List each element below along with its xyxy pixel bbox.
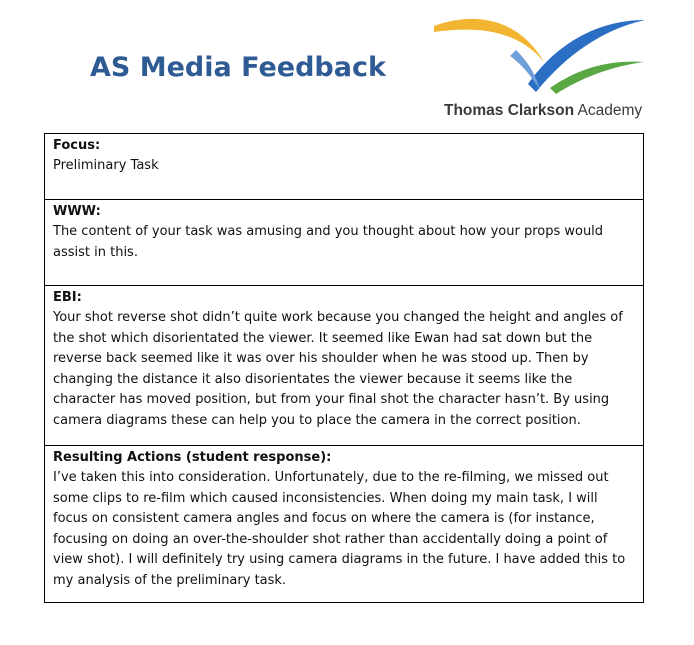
www-section xyxy=(45,199,643,285)
feedback-table xyxy=(44,133,644,603)
resulting-actions-section xyxy=(45,445,643,602)
logo-green-swoosh xyxy=(550,62,644,94)
ebi-label: EBI: xyxy=(53,290,82,305)
resulting-actions-label: Resulting Actions (student response): xyxy=(53,450,332,465)
ebi-text: Your shot reverse shot didn’t quite work because you changed the height and angles of the shot which disorientated the viewer. It seemed like Ewan had sat down but the reverse back seemed like it was over his shoulder when he was stood up. Then by changing the distance it also disorientates the viewer because it seems like the character has moved position, but from your final shot the character hasn’t. By using camera diagrams these can help you to place the camera in the correct position. xyxy=(53,310,623,428)
academy-name-bold: Thomas Clarkson xyxy=(444,102,575,119)
academy-name xyxy=(444,102,642,120)
www-label: WWW: xyxy=(53,204,101,219)
logo-yellow-swoosh xyxy=(434,19,544,62)
page-title: AS Media Feedback xyxy=(90,52,386,83)
academy-logo-icon xyxy=(432,14,647,96)
resulting-actions-text: I’ve taken this into consideration. Unfortunately, due to the re-filming, we missed out some clips to re-film which caused inconsistencies. When doing my main task, I will focus on consistent camera angles and focus on where the camera is (for instance, focusing on doing an over-the-shoulder shot rather than accidentally doing a point of view shot). I will definitely try using camera diagrams in the future. I have added this to my analysis of the preliminary task. xyxy=(53,470,626,588)
focus-text: Preliminary Task xyxy=(53,158,159,173)
www-text: The content of your task was amusing and you thought about how your props would assist in this. xyxy=(53,224,604,260)
academy-name-light: Academy xyxy=(577,102,643,119)
focus-section xyxy=(45,134,643,199)
ebi-section xyxy=(45,285,643,445)
logo-blue-swoosh xyxy=(528,20,645,92)
focus-label: Focus: xyxy=(53,138,101,153)
